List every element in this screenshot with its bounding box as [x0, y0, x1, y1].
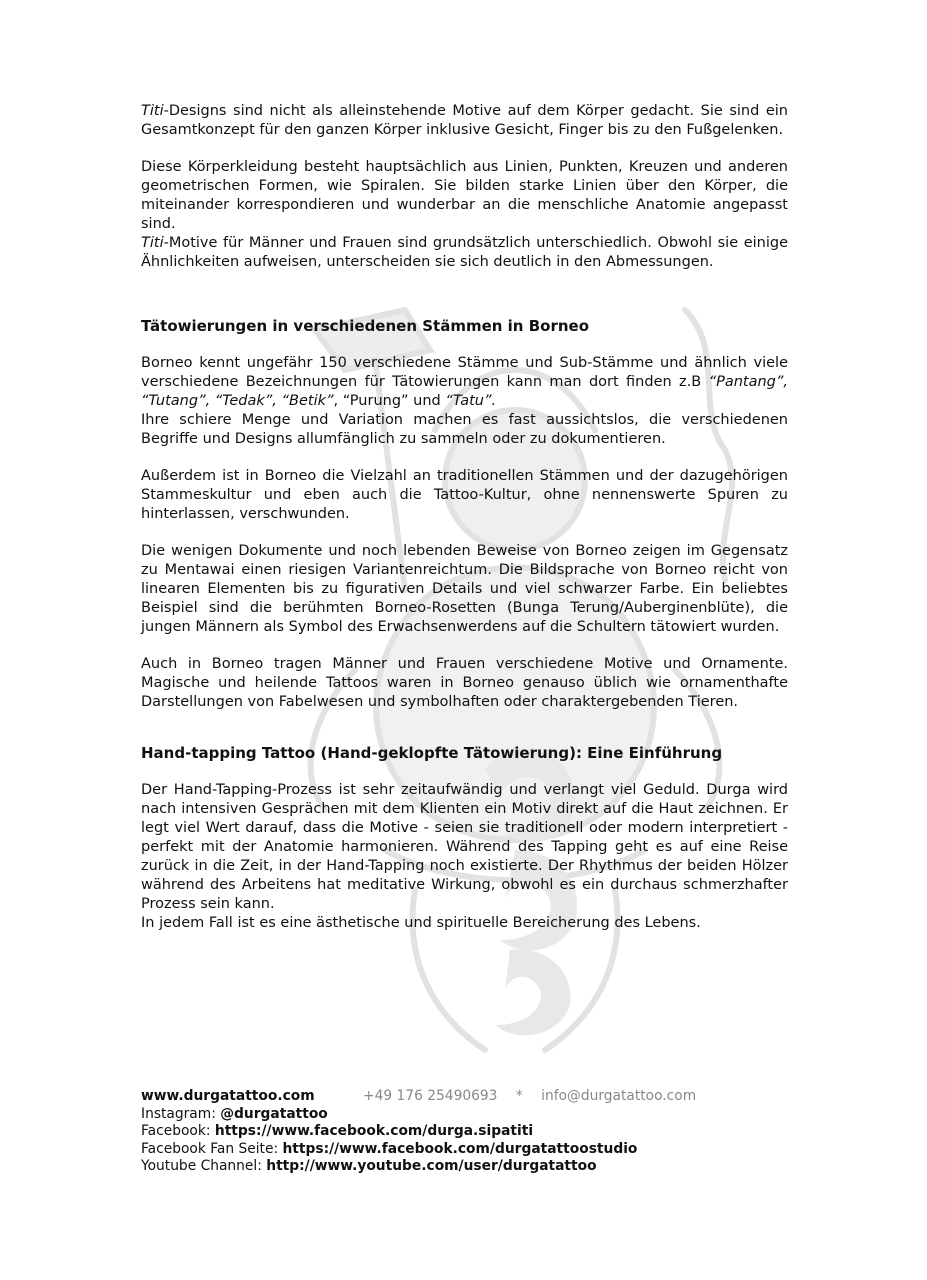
facebook-label: Facebook: — [141, 1123, 215, 1139]
borneo-paragraph-1b: Ihre schiere Menge und Variation machen es fast aussichtslos, die verschiedenen Begriffe und Designs allumfänglich zu sammeln oder zu dokumentieren. — [141, 412, 788, 447]
borneo-text-b: , “Purung” und — [333, 393, 446, 409]
contact-footer — [141, 1088, 696, 1176]
fanpage-link[interactable]: https://www.facebook.com/durgatattoostudio — [282, 1140, 638, 1157]
tattoo-term-tatu: “Tatu”. — [445, 393, 497, 409]
email-link[interactable]: info@durgatattoo.com — [541, 1088, 697, 1104]
footer-line-fanpage — [141, 1141, 696, 1159]
intro-paragraph-1 — [141, 102, 788, 140]
intro-paragraph-1-text: -Designs sind nicht als alleinstehende Motive auf dem Körper gedacht. Sie sind ein Gesamtkonzept für den ganzen Körper inklusive Gesicht, Finger bis zu den Fußgelenken. — [141, 103, 788, 138]
youtube-link[interactable]: http://www.youtube.com/user/durgatattoo — [266, 1158, 597, 1174]
intro-paragraph-3-text: -Motive für Männer und Frauen sind grundsätzlich unterschiedlich. Obwohl sie einige Ähnlichkeiten aufweisen, unterscheiden sie sich deutlich in den Abmessungen. — [141, 235, 788, 270]
facebook-link[interactable]: https://www.facebook.com/durga.sipatiti — [214, 1123, 534, 1139]
hand-tapping-paragraph-2: In jedem Fall ist es eine ästhetische und spirituelle Bereicherung des Lebens. — [141, 915, 701, 931]
borneo-text-a: Borneo kennt ungefähr 150 verschiedene Stämme und Sub-Stämme und ähnlich viele verschiedene Bezeichnungen für Tätowierungen kann man dort finden z.B — [141, 355, 788, 390]
intro-paragraph-2: Diese Körperkleidung besteht hauptsächlich aus Linien, Punkten, Kreuzen und anderen geometrischen Formen, wie Spiralen. Sie bilden starke Linien über den Körper, die miteinander korrespondieren und wunderbar an die menschliche Anatomie angepasst sind. — [141, 159, 788, 232]
website-link[interactable]: www.durgatattoo.com — [141, 1088, 315, 1104]
tattoo-terms-emphasis: “Pantang”, “Tutang”, “Tedak”, “Betik” — [141, 374, 788, 409]
separator: * — [515, 1088, 523, 1104]
footer-line-instagram — [141, 1106, 696, 1124]
footer-line-website — [141, 1088, 696, 1106]
hand-tapping-paragraph-1: Der Hand-Tapping-Prozess ist sehr zeitaufwändig und verlangt viel Geduld. Durga wird nach intensiven Gesprächen mit dem Klienten ein Motiv direkt auf die Haut zeichnen. Er legt viel Wert darauf, dass die Motive - seien sie traditionell oder modern interpretiert - perfekt mit der Anatomie harmonieren. Während des Tapping geht es auf eine Reise zurück in die Zeit, in der Hand-Tapping noch existierte. Der Rhythmus der beiden Hölzer während des Arbeitens hat meditative Wirkung, obwohl es ein durchaus schmerzhafter Prozess sein kann. — [141, 782, 788, 912]
footer-line-facebook — [141, 1123, 696, 1141]
fanpage-label: Facebook Fan Seite: — [141, 1140, 283, 1157]
instagram-link[interactable]: @durgatattoo — [220, 1105, 328, 1122]
emphasis-titi: Titi — [141, 235, 164, 251]
section-heading-hand-tapping: Hand-tapping Tattoo (Hand-geklopfte Tätowierung): Eine Einführung — [141, 744, 723, 762]
intro-paragraph-3 — [141, 234, 788, 272]
emphasis-titi: Titi — [141, 103, 164, 119]
instagram-label: Instagram: — [141, 1105, 221, 1122]
borneo-paragraph-1 — [141, 354, 788, 411]
borneo-paragraph-4: Auch in Borneo tragen Männer und Frauen verschiedene Motive und Ornamente. Magische und heilende Tattoos waren in Borneo genauso üblich wie ornamenthafte Darstellungen von Fabelwesen und symbolhaften oder charaktergebenden Tieren. — [141, 656, 788, 710]
footer-line-youtube — [141, 1158, 696, 1176]
youtube-label: Youtube Channel: — [141, 1158, 267, 1174]
borneo-paragraph-2: Außerdem ist in Borneo die Vielzahl an traditionellen Stämmen und der dazugehörigen Stammeskultur und eben auch die Tattoo-Kultur, ohne nennenswerte Spuren zu hinterlassen, verschwunden. — [141, 468, 788, 522]
section-heading-borneo: Tätowierungen in verschiedenen Stämmen in Borneo — [141, 317, 590, 335]
phone-number: +49 176 25490693 — [363, 1088, 498, 1104]
borneo-paragraph-3: Die wenigen Dokumente und noch lebenden Beweise von Borneo zeigen im Gegensatz zu Mentawai einen riesigen Variantenreichtum. Die Bildsprache von Borneo reicht von linearen Elementen bis zu figurativen Details und viel schwarzer Farbe. Ein beliebtes Beispiel sind die berühmten Borneo-Rosetten (Bunga Terung/Auberginenblüte), die jungen Männern als Symbol des Erwachsenwerdens auf die Schultern tätowiert wurden. — [141, 543, 788, 635]
document-body — [141, 102, 788, 933]
